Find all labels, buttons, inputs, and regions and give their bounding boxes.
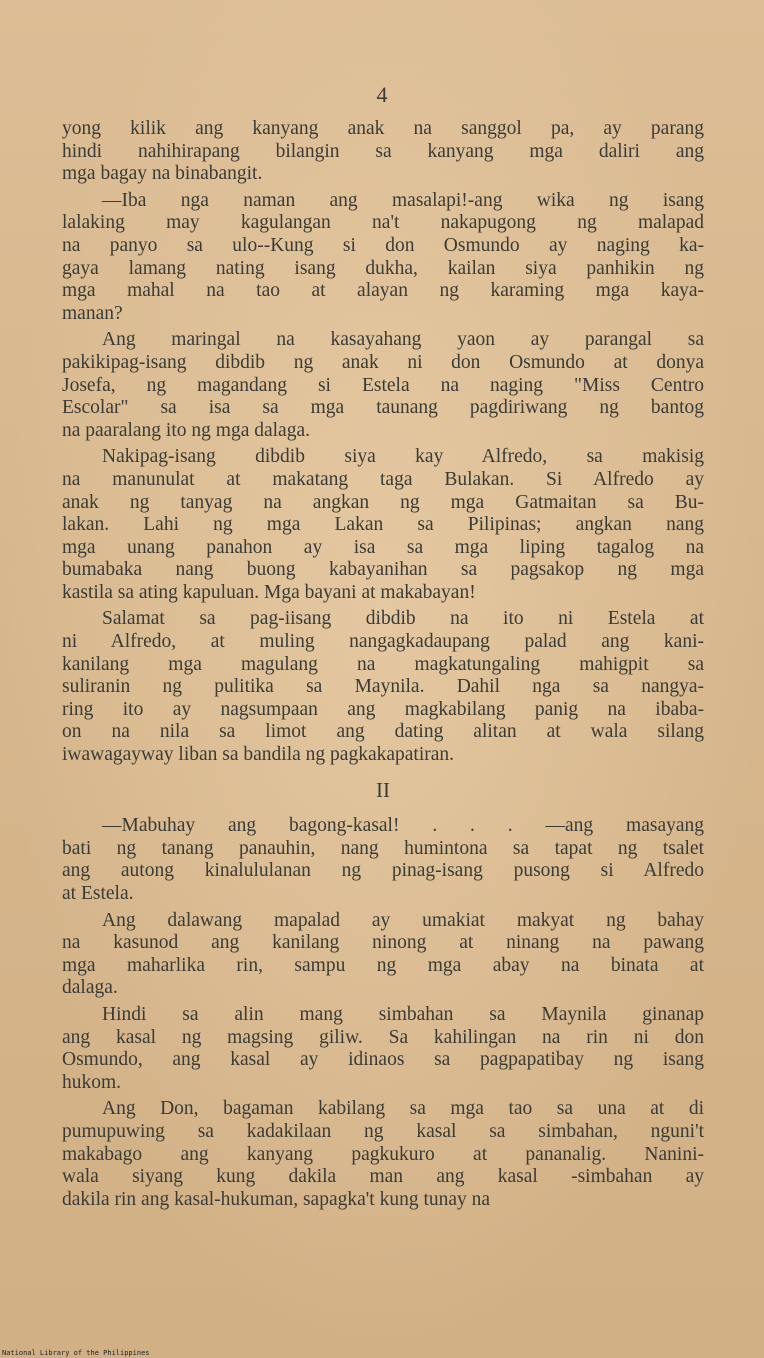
- text-line: Osmundo, ang kasal ay idinaos sa pagpapatibay ng isang: [62, 1049, 704, 1071]
- text-line: mga maharlika rin, sampu ng mga abay na binata at: [62, 954, 704, 976]
- text-line: makabago ang kanyang pagkukuro at pananalig. Nanini-: [62, 1143, 704, 1165]
- text-line: ang kasal ng magsing giliw. Sa kahilingan na rin ni don: [62, 1026, 704, 1048]
- text-line: pumupuwing sa kadakilaan ng kasal sa simbahan, nguni't: [62, 1120, 704, 1142]
- text-line: lakan. Lahi ng mga Lakan sa Pilipinas; angkan nang: [62, 514, 704, 536]
- text-line: bati ng tanang panauhin, nang humintona sa tapat ng tsalet: [62, 837, 704, 859]
- text-line: wala siyang kung dakila man ang kasal -simbahan ay: [62, 1166, 704, 1188]
- text-line: dalaga.: [62, 977, 118, 999]
- paragraph: [62, 1098, 704, 1211]
- paragraphs-after: [62, 815, 704, 1211]
- text-line: yong kilik ang kanyang anak na sanggol pa, ay parang: [62, 118, 704, 139]
- text-line: bumabaka nang buong kabayanihan sa pagsakop ng mga: [62, 559, 704, 581]
- text-line: —Iba nga naman ang masalapi!-ang wika ng isang: [102, 189, 704, 211]
- text-line: kanilang mga magulang na magkatungaling mahigpit sa: [62, 653, 704, 675]
- text-line: gaya lamang nating isang dukha, kailan siya panhikin ng: [62, 257, 704, 279]
- paragraph: [62, 329, 704, 442]
- paragraph: [62, 118, 704, 186]
- paragraph: [62, 190, 704, 326]
- text-line: Nakipag-isang dibdib siya kay Alfredo, sa makisig: [102, 446, 704, 468]
- text-line: Ang Don, bagaman kabilang sa mga tao sa una at di: [102, 1098, 704, 1120]
- text-line: na paaralang ito ng mga dalaga.: [62, 419, 310, 441]
- body-text: [62, 118, 704, 1215]
- section-heading: II: [376, 777, 390, 802]
- text-line: na kasunod ang kanilang ninong at ninang na pawang: [62, 932, 704, 954]
- text-line: ang autong kinalululanan ng pinag-isang pusong si Alfredo: [62, 860, 704, 882]
- text-line: Josefa, ng magandang si Estela na naging "Miss Centro: [62, 374, 704, 396]
- text-line: anak ng tanyag na angkan ng mga Gatmaitan sa Bu-: [62, 491, 704, 513]
- paragraph: [62, 815, 704, 905]
- text-line: dakila rin ang kasal-hukuman, sapagka't kung tunay na: [62, 1188, 491, 1210]
- text-line: Escolar" sa isa sa mga taunang pagdiriwang ng bantog: [62, 397, 704, 419]
- page-number: 4: [376, 82, 388, 107]
- text-line: manan?: [62, 302, 123, 324]
- paragraph: [62, 1004, 704, 1094]
- text-line: —Mabuhay ang bagong-kasal! . . . —ang masayang: [102, 815, 704, 837]
- text-line: iwawagayway liban sa bandila ng pagkakapatiran.: [62, 744, 455, 766]
- text-line: on na nila sa limot ang dating alitan at wala silang: [62, 721, 704, 743]
- paragraphs-before: [62, 118, 704, 767]
- text-line: Hindi sa alin mang simbahan sa Maynila ginanap: [102, 1003, 704, 1025]
- paragraph: [62, 910, 704, 1000]
- text-line: pakikipag-isang dibdib ng anak ni don Osmundo at donya: [62, 351, 704, 373]
- text-line: at Estela.: [62, 883, 134, 904]
- text-line: suliranin ng pulitika sa Maynila. Dahil nga sa nangya-: [62, 676, 704, 698]
- text-line: Salamat sa pag-iisang dibdib na ito ni Estela at: [102, 608, 704, 630]
- text-line: hindi nahihirapang bilangin sa kanyang mga daliri ang: [62, 140, 704, 162]
- text-line: lalaking may kagulangan na't nakapugong ng malapad: [62, 212, 704, 234]
- text-line: na panyo sa ulo--Kung si don Osmundo ay naging ka-: [62, 234, 704, 256]
- library-footer: National Library of the Philippines: [2, 1349, 150, 1357]
- text-line: Ang maringal na kasayahang yaon ay parangal sa: [102, 329, 704, 351]
- text-line: ring ito ay nagsumpaan ang magkabilang panig na ibaba-: [62, 698, 704, 720]
- text-line: mga unang panahon ay isa sa mga liping tagalog na: [62, 536, 704, 558]
- text-line: kastila sa ating kapuluan. Mga bayani at makabayan!: [62, 581, 476, 603]
- paragraph: [62, 446, 704, 604]
- text-line: Ang dalawang mapalad ay umakiat makyat ng bahay: [102, 909, 704, 931]
- paragraph: [62, 608, 704, 766]
- text-line: na manunulat at makatang taga Bulakan. Si Alfredo ay: [62, 468, 704, 490]
- text-line: hukom.: [62, 1071, 122, 1093]
- text-line: ni Alfredo, at muling nangagkadaupang palad ang kani-: [62, 631, 704, 653]
- text-line: mga mahal na tao at alayan ng karaming mga kaya-: [62, 280, 704, 302]
- text-line: mga bagay na binabangit.: [62, 163, 263, 185]
